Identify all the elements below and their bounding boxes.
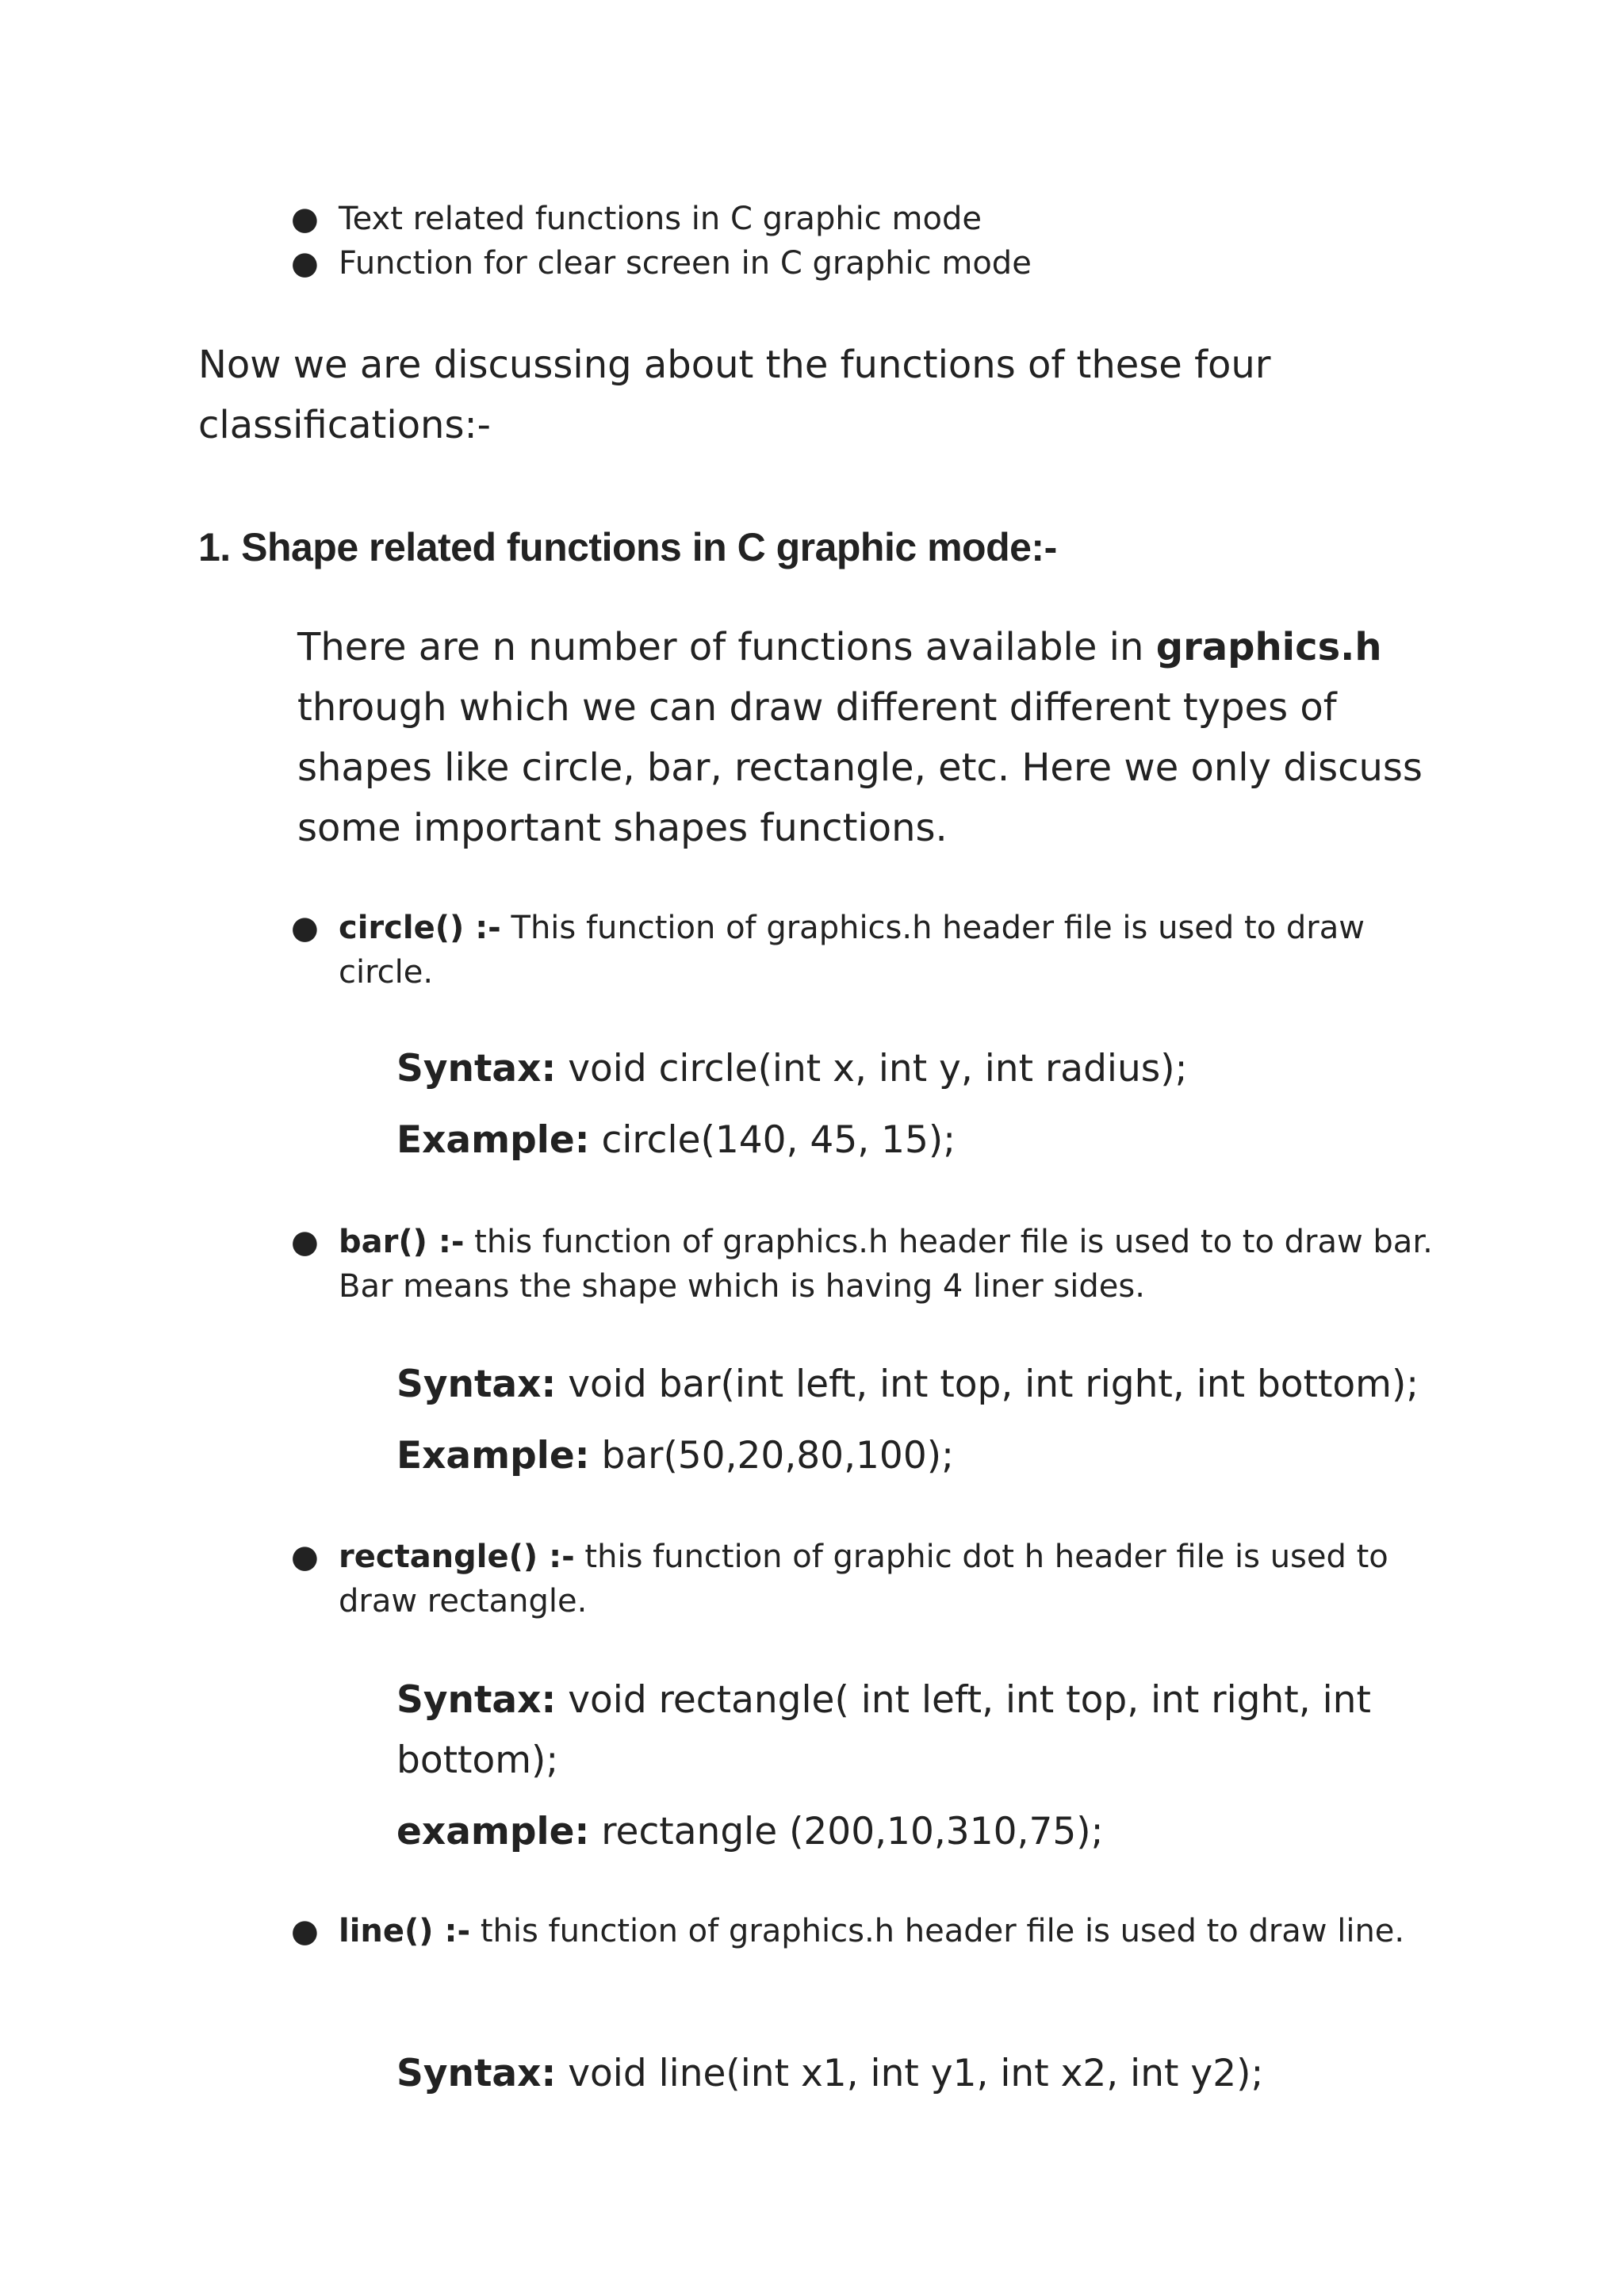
- example-label: Example:: [396, 1434, 590, 1478]
- syntax-text: void line(int x1, int y1, int x2, int y2);: [556, 2052, 1264, 2095]
- syntax-line: [396, 2044, 1507, 2104]
- syntax-label: Syntax:: [396, 2052, 557, 2095]
- syntax-line: [396, 1355, 1538, 1415]
- example-line: [396, 1110, 1507, 1171]
- example-line: [396, 1426, 1507, 1486]
- function-name: circle() :-: [339, 910, 501, 946]
- section-paragraph-text: through which we can draw different different types of shapes like circle, bar, rectangle, etc. Here we only discuss some important shapes functions.: [297, 685, 1423, 850]
- classification-list: [291, 197, 1480, 286]
- example-text: rectangle (200,10,310,75);: [589, 1810, 1104, 1853]
- syntax-label: Syntax:: [396, 1363, 557, 1406]
- syntax-line: [396, 1670, 1380, 1791]
- function-name: bar() :-: [339, 1224, 465, 1260]
- function-item-circle: [291, 906, 1465, 995]
- function-description: this function of graphic dot h header file is used to draw rectangle.: [339, 1539, 1388, 1619]
- example-text: circle(140, 45, 15);: [589, 1118, 956, 1162]
- function-description: this function of graphics.h header file is used to draw line.: [470, 1913, 1405, 1949]
- section-paragraph-text: There are n number of functions available in: [297, 625, 1156, 669]
- function-description: This function of graphics.h header file is used to draw circle.: [339, 910, 1365, 991]
- bullet-icon: ●: [291, 1913, 319, 1949]
- syntax-line: [396, 1039, 1507, 1099]
- intro-paragraph: Now we are discussing about the functions of these four classifications:-: [198, 343, 1271, 447]
- bullet-icon: ●: [291, 1539, 319, 1575]
- syntax-text: void rectangle( int left, int top, int right, int bottom);: [396, 1678, 1371, 1782]
- function-name: rectangle() :-: [339, 1539, 575, 1575]
- function-item-bar: [291, 1220, 1465, 1309]
- example-label: example:: [396, 1810, 590, 1853]
- syntax-text: void bar(int left, int top, int right, int bottom);: [556, 1363, 1419, 1406]
- function-item-line: [291, 1909, 1528, 1953]
- bullet-icon: ●: [291, 1224, 319, 1260]
- function-description: this function of graphics.h header file is used to to draw bar. Bar means the shape which is having 4 liner sides.: [339, 1224, 1433, 1305]
- example-line: [396, 1802, 1507, 1862]
- list-item: [291, 241, 1480, 286]
- function-name: line() :-: [339, 1913, 471, 1949]
- syntax-text: void circle(int x, int y, int radius);: [556, 1047, 1188, 1091]
- header-file-name: graphics.h: [1155, 625, 1382, 669]
- section-paragraph: [297, 617, 1439, 858]
- function-item-rectangle: [291, 1535, 1465, 1623]
- bullet-icon: ●: [291, 245, 319, 282]
- bullet-icon: ●: [291, 910, 319, 946]
- example-label: Example:: [396, 1118, 590, 1162]
- bullet-icon: ●: [291, 201, 319, 237]
- syntax-label: Syntax:: [396, 1047, 557, 1091]
- list-item: [291, 197, 1480, 241]
- example-text: bar(50,20,80,100);: [589, 1434, 954, 1478]
- syntax-label: Syntax:: [396, 1678, 557, 1722]
- list-item-text: Function for clear screen in C graphic mode: [339, 245, 1032, 282]
- list-item-text: Text related functions in C graphic mode: [339, 201, 982, 237]
- section-heading: 1. Shape related functions in C graphic mode:-: [198, 525, 1057, 569]
